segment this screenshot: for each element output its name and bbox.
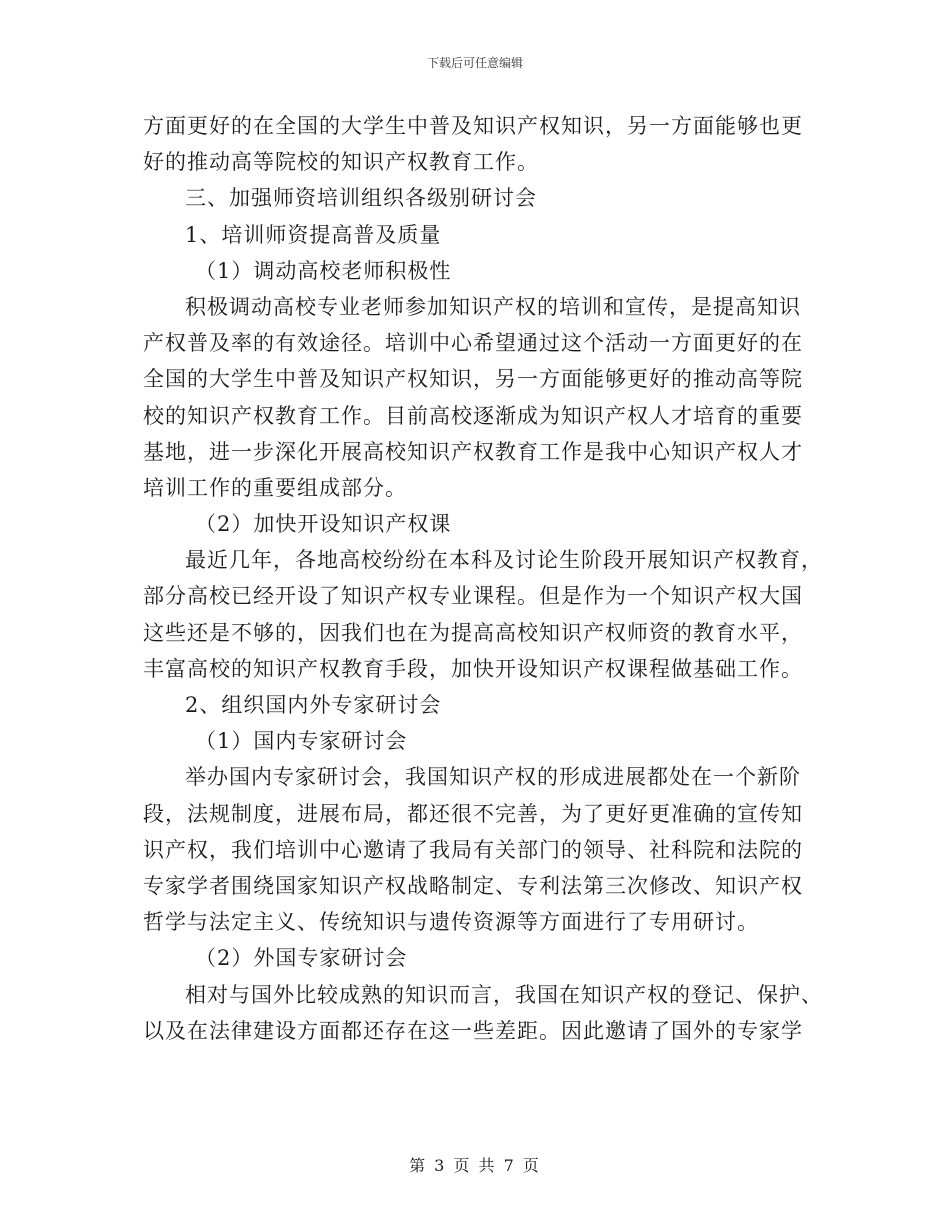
text-line: 以及在法律建设方面都还存在这一些差距。因此邀请了国外的专家学	[143, 1018, 803, 1043]
text-line: 最近几年，各地高校纷纷在本科及讨论生阶段开展知识产权教育，	[185, 548, 823, 573]
text-line: 基地，进一步深化开展高校知识产权教育工作是我中心知识产权人才	[143, 439, 803, 464]
text-line: 产权普及率的有效途径。培训中心希望通过这个活动一方面更好的在	[143, 331, 803, 356]
text-line: 积极调动高校专业老师参加知识产权的培训和宣传，是提高知识	[185, 294, 801, 319]
text-line: 举办国内专家研讨会，我国知识产权的形成进展都处在一个新阶	[185, 765, 801, 790]
subsection-heading: 1、培训师资提高普及质量	[185, 222, 442, 247]
text-line: 丰富高校的知识产权教育手段，加快开设知识产权课程做基础工作。	[143, 656, 803, 681]
text-line: 哲学与法定主义、传统知识与遗传资源等方面进行了专用研讨。	[143, 910, 759, 935]
text-line: 识产权，我们培训中心邀请了我局有关部门的领导、社科院和法院的	[143, 837, 803, 862]
page-number-footer: 第 3 页 共 7 页	[409, 1156, 541, 1175]
item-heading: （2）外国专家研讨会	[195, 946, 408, 971]
text-line: 校的知识产权教育工作。目前高校逐渐成为知识产权人才培育的重要	[143, 403, 803, 428]
subsection-heading: 2、组织国内外专家研讨会	[185, 693, 442, 717]
document-body	[143, 108, 823, 1049]
text-line: 专家学者围绕国家知识产权战略制定、专利法第三次修改、知识产权	[143, 873, 803, 898]
text-line: 方面更好的在全国的大学生中普及知识产权知识，另一方面能够也更	[143, 114, 803, 138]
text-line: 培训工作的重要组成部分。	[143, 475, 407, 500]
item-heading: （2）加快开设知识产权课	[195, 512, 452, 537]
item-heading: （1）国内专家研讨会	[195, 729, 408, 754]
text-line: 部分高校已经开设了知识产权专业课程。但是作为一个知识产权大国	[143, 584, 803, 609]
text-line: 段，法规制度，进展布局，都还很不完善，为了更好更准确的宣传知	[143, 801, 803, 826]
page-header-note: 下载后可任意编辑	[426, 56, 523, 70]
section-heading: 三、加强师资培训组织各级别研讨会	[185, 186, 537, 211]
text-line: 全国的大学生中普及知识产权知识，另一方面能够更好的推动高等院	[143, 367, 803, 392]
text-line: 相对与国外比较成熟的知识而言，我国在知识产权的登记、保护、	[185, 982, 823, 1007]
text-line: 好的推动高等院校的知识产权教育工作。	[143, 150, 539, 175]
text-line: 这些还是不够的，因我们也在为提高高校知识产权师资的教育水平，	[143, 620, 803, 645]
item-heading: （1）调动高校老师积极性	[195, 258, 452, 283]
